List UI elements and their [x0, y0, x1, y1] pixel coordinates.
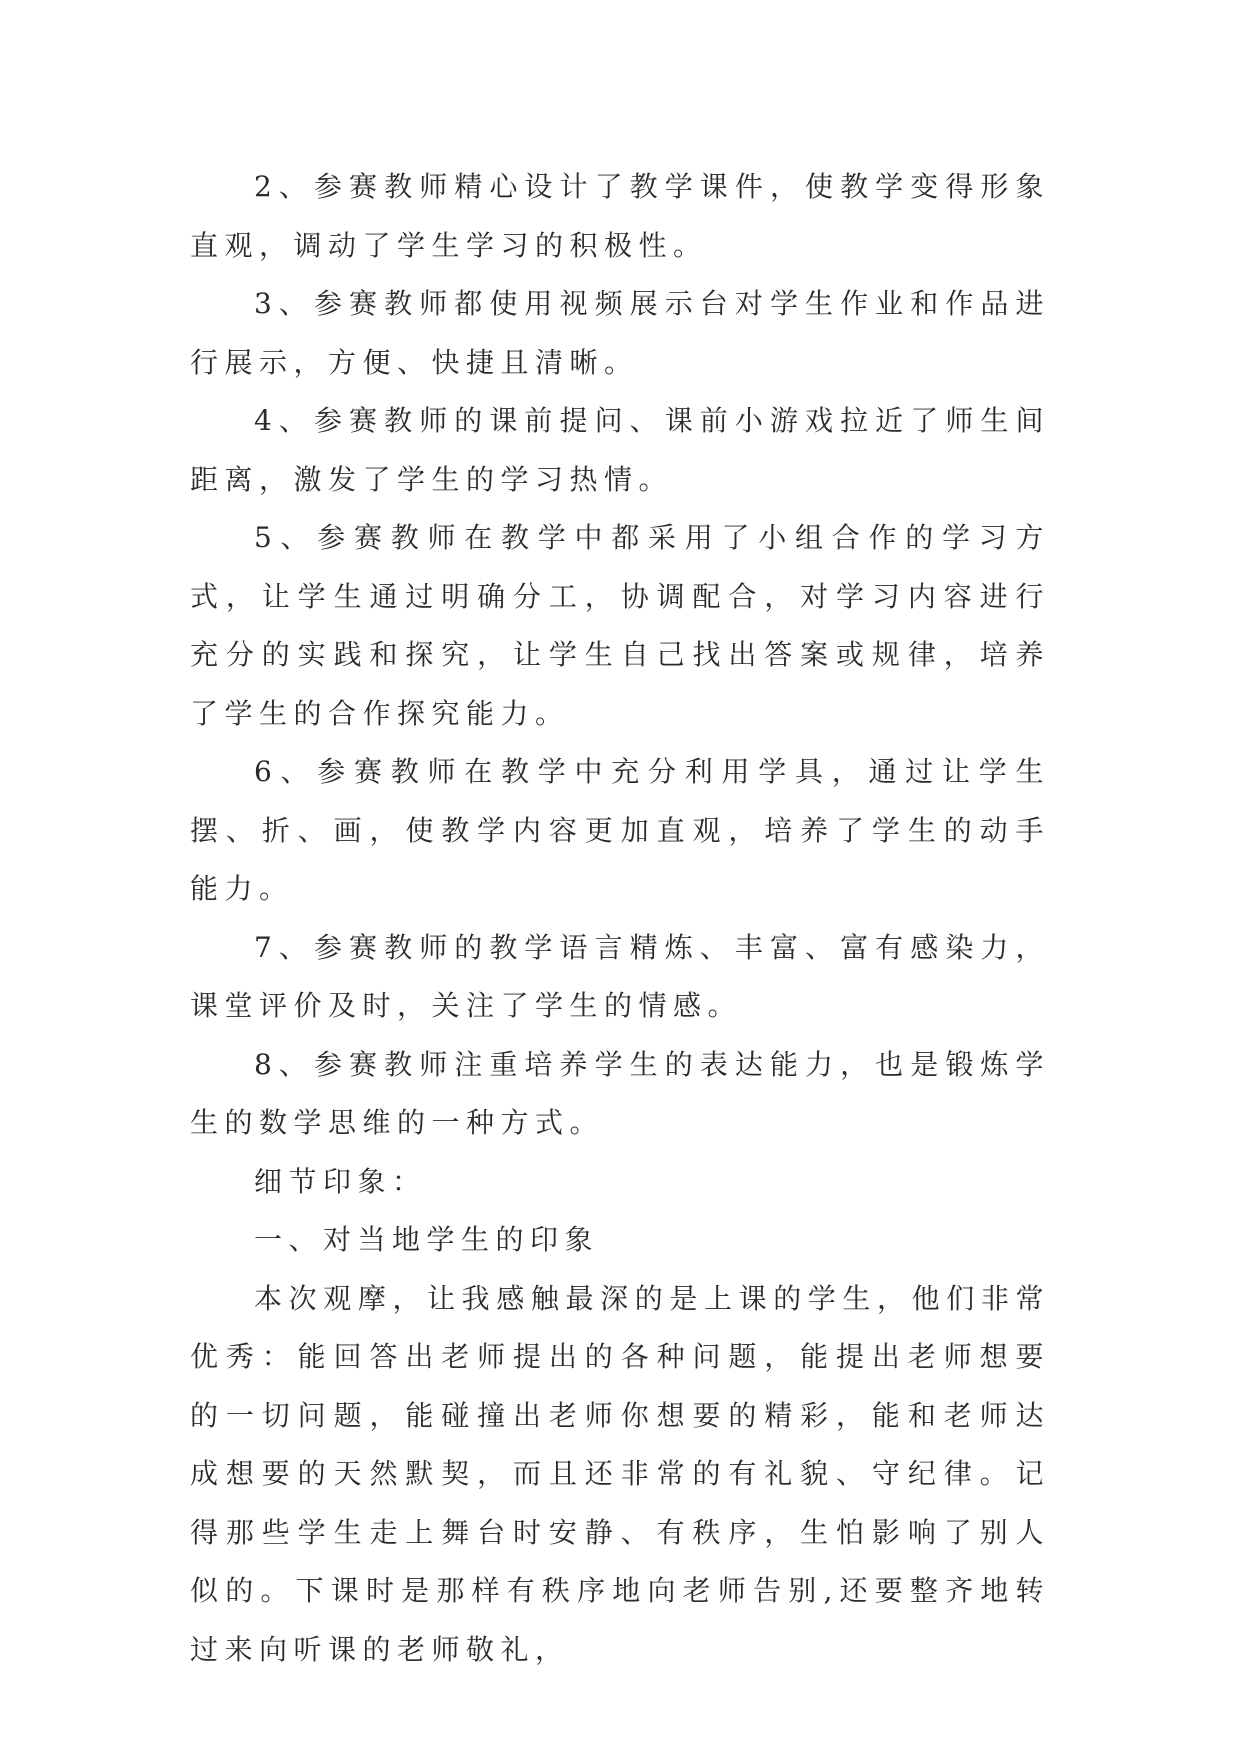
paragraph-item-8: 8、参赛教师注重培养学生的表达能力，也是锻炼学生的数学思维的一种方式。	[190, 1047, 1050, 1139]
subsection-heading-students: 一、对当地学生的印象	[254, 1223, 600, 1256]
paragraph-item-4: 4、参赛教师的课前提问、课前小游戏拉近了师生间距离，激发了学生的学习热情。	[190, 404, 1050, 496]
paragraph-item-6: 6、参赛教师在教学中充分利用学具，通过让学生摆、折、画，使教学内容更加直观，培养了学生的动手能力。	[190, 755, 1050, 905]
paragraph-item-7: 7、参赛教师的教学语言精炼、丰富、富有感染力，课堂评价及时，关注了学生的情感。	[190, 930, 1050, 1022]
paragraph-item-2: 2、参赛教师精心设计了教学课件，使教学变得形象直观，调动了学生学习的积极性。	[190, 170, 1050, 262]
paragraph-item-5: 5、参赛教师在教学中都采用了小组合作的学习方式，让学生通过明确分工，协调配合，对学习内容进行充分的实践和探究，让学生自己找出答案或规律，培养了学生的合作探究能力。	[190, 521, 1050, 730]
paragraph-item-3: 3、参赛教师都使用视频展示台对学生作业和作品进行展示，方便、快捷且清晰。	[190, 287, 1050, 379]
section-heading-details: 细节印象：	[254, 1164, 427, 1198]
paragraph-observation: 本次观摩，让我感触最深的是上课的学生，他们非常优秀：能回答出老师提出的各种问题，能提出老师想要的一切问题，能碰撞出老师你想要的精彩，能和老师达成想要的天然默契，而且还非常的有礼貌、守纪律。记得那些学生走上舞台时安静、有秩序，生怕影响了别人似的。下课时是那样有秩序地向老师告别,还要整齐地转过来向听课的老师敬礼，	[190, 1281, 1050, 1666]
document-body	[190, 158, 1050, 1679]
